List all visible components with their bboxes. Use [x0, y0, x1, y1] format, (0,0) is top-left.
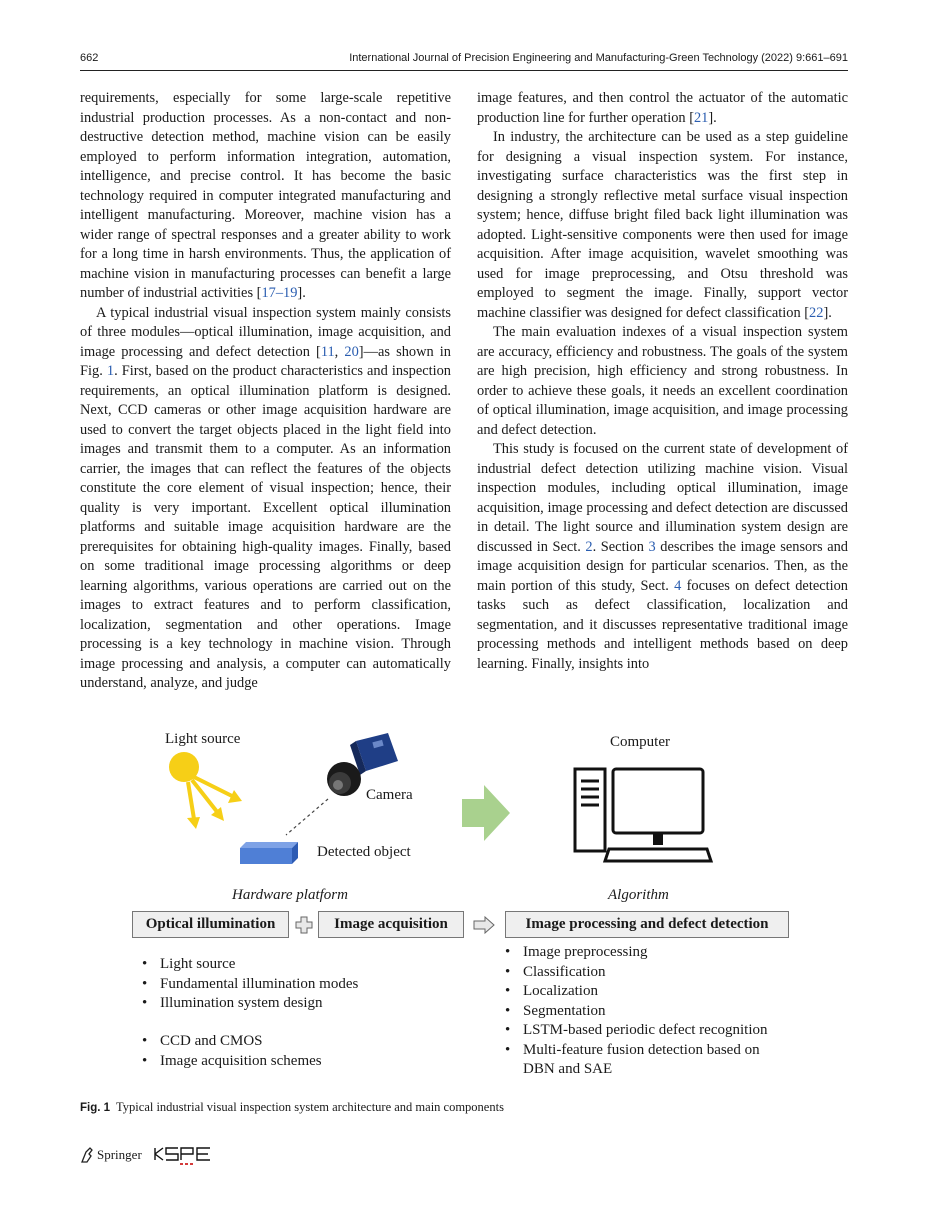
figure-link[interactable]: 1 [106, 363, 115, 379]
paragraph: This study is focused on the current state of development of industrial defect detection utilizing machine vision. Visual inspection modules, including optical illumination, image acquisition, image processing and defect detection are discussed in detail. The light source and illumination system design are discussed in Sect. 2. Section 3 describes the image sensors and image acquisition design for particular scenarios. Then, as the main portion of this study, Sect. 4 focuses on defect detection tasks such as defect classification, localization and segmentation, and it discusses representative traditional image processing methods and intelligent methods based on deep learning. Finally, insights into [477, 441, 848, 672]
image-processing-box: Image processing and defect detection [505, 911, 789, 938]
computer-icon [573, 765, 713, 865]
list-item: • Multi-feature fusion detection based on DBN and SAE [500, 1041, 783, 1080]
caption-text: Typical industrial visual inspection system architecture and main components [116, 1100, 504, 1114]
caption-label: Fig. 1 [80, 1102, 111, 1114]
section-link[interactable]: 2 [585, 538, 593, 555]
springer-horse-icon [80, 1146, 94, 1164]
hardware-list-illumination [137, 955, 358, 1014]
hardware-platform-label: Hardware platform [232, 887, 348, 903]
image-acquisition-box: Image acquisition [318, 911, 464, 938]
paragraph: image features, and then control the actuator of the automatic production line for further operation [21]. [477, 90, 848, 126]
citation-link[interactable]: 17–19 [261, 285, 298, 301]
list-item: • LSTM-based periodic defect recognition [500, 1021, 798, 1041]
algorithm-list [500, 943, 798, 1080]
paragraph: A typical industrial visual inspection system mainly consists of three modules—optical illumination, image acquisition, and image processing and defect detection [11, 20]—as shown in Fig. 1. First, based on the product characteristics and inspection requirements, an optical illumination platform is designed. Next, CCD cameras or other image acquisition hardware are used to convert the target objects placed in the light field into images and transmit them to a computer. As an information carrier, the images that can reflect the features of the objects constitute the core element of visual inspection; hence, their quality is very important. Excellent optical illumination platforms and suitable image acquisition hardware are the prerequisites for obtaining high-quality images. Finally, based on some traditional image processing algorithms or deep learning algorithms, various operations are carried out on the images to extract features and to perform classification, localization, segmentation and other operations. Image processing is a key technology in machine vision. Through image processing and analysis, a computer can automatically understand, analyze, and judge [80, 304, 451, 691]
detected-object-label: Detected object [317, 844, 411, 860]
light-source-icon [166, 747, 256, 837]
kspe-logo [154, 1146, 212, 1166]
citation-link[interactable]: 22 [809, 304, 824, 321]
citation-link[interactable]: 21 [693, 109, 709, 126]
running-header [80, 50, 848, 71]
list-item: • Illumination system design [137, 994, 358, 1014]
green-arrow-icon [462, 783, 512, 843]
figure-caption [80, 1100, 504, 1115]
springer-logo-text: Springer [97, 1147, 142, 1162]
list-item: • Light source [137, 955, 358, 975]
camera-view-line [278, 795, 338, 840]
right-arrow-icon [472, 916, 496, 934]
right-column [477, 89, 848, 674]
list-item: • Localization [500, 982, 798, 1002]
computer-label: Computer [610, 734, 670, 750]
algorithm-label: Algorithm [608, 887, 669, 903]
citation-link[interactable]: 20 [344, 343, 359, 360]
section-link[interactable]: 3 [648, 538, 656, 555]
list-item: • Image preprocessing [500, 943, 798, 963]
citation-link[interactable]: 11 [320, 343, 335, 360]
list-item: • Segmentation [500, 1002, 798, 1022]
list-item: • CCD and CMOS [137, 1032, 322, 1052]
paragraph: In industry, the architecture can be used as a step guideline for designing a visual inspection system. For instance, investigating surface characteristics was the first step in designing a strongly reflective metal surface visual inspection system; hence, diffuse bright filed back light illumination was adopted. Light-sensitive components were then used for image acquisition. After image acquisition, wavelet smoothing was used for image preprocessing, and Otsu threshold was employed to segment the image. Finally, support vector machine classifier was designed for defect classification [22]. [477, 129, 848, 321]
page-number: 662 [80, 52, 99, 64]
list-item: • Fundamental illumination modes [137, 975, 358, 995]
hardware-list-acquisition [137, 1032, 322, 1071]
plus-icon [294, 915, 314, 935]
section-link[interactable]: 4 [674, 577, 682, 594]
optical-illumination-box: Optical illumination [132, 911, 289, 938]
paragraph: The main evaluation indexes of a visual inspection system are accuracy, efficiency and robustness. The goals of the system are high precision, high efficiency and strong robustness. In order to achieve these goals, it needs an excellent coordination of optical illumination, image acquisition, and image processing and defect detection. [477, 324, 848, 438]
journal-citation: International Journal of Precision Engineering and Manufacturing-Green Technology (2022) 9:661–691 [349, 52, 848, 64]
paragraph: requirements, especially for some large-scale repetitive industrial production processes. As a non-contact and non-destructive detection method, machine vision can be easily employed to perform information integration, automation, intelligence, and precise control. It has become the basic technology required in computer integrated manufacturing and intelligent manufacturing. Moreover, machine vision has a wider range of spectral responses and a greater ability to work for a long time in harsh environments. Thus, the application of machine vision in manufacturing processes can benefit a large number of industrial activities [17–19]. [80, 90, 451, 301]
detected-object-icon [238, 840, 300, 866]
figure-1 [128, 725, 798, 1090]
list-item: • Image acquisition schemes [137, 1052, 322, 1072]
list-item: • Classification [500, 963, 798, 983]
light-source-label: Light source [165, 731, 241, 747]
camera-label: Camera [366, 787, 413, 803]
left-column [80, 89, 451, 694]
